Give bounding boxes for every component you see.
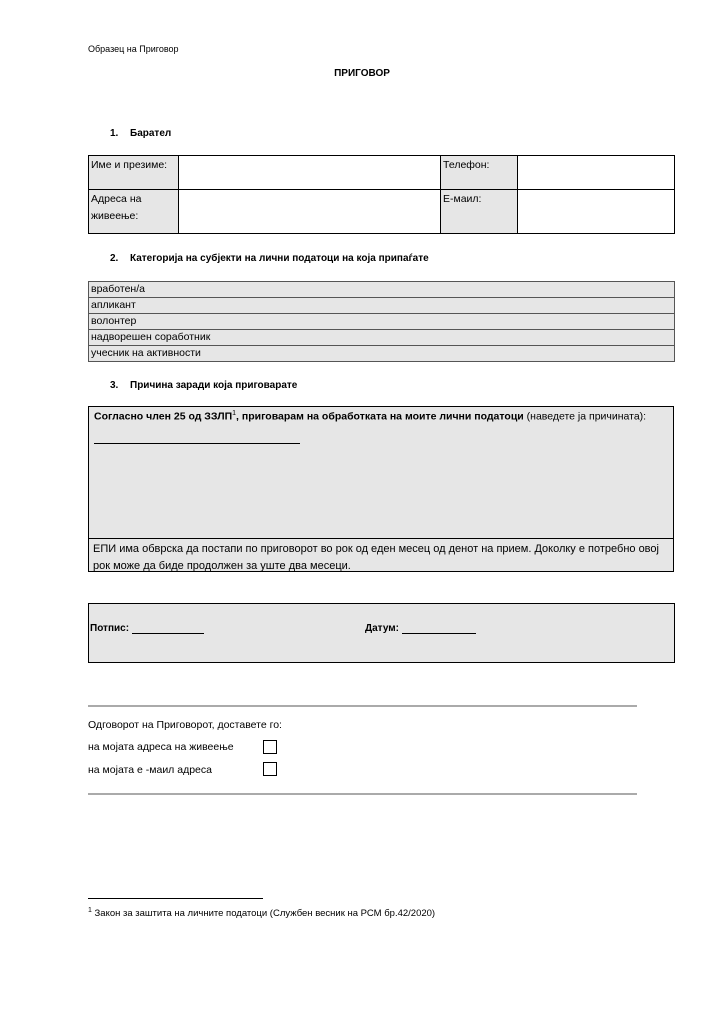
signature-box (88, 603, 675, 663)
form-caption: Образец на Приговор (88, 44, 179, 54)
reason-statement: Согласно член 25 од ЗЗЛП$^1$, приговарам на обработката на моите лични податоци (наведете ја причината): (94, 410, 647, 423)
footnote-text: Закон за заштита на личните податоци (Службен весник на РСМ бр.42/2020) (94, 908, 436, 920)
delivery-option-address-label: на мојата адреса на живеење (88, 741, 234, 753)
page-title: ПРИГОВОР (334, 68, 390, 79)
category-table (88, 281, 675, 362)
footnote (88, 907, 435, 919)
divider (88, 793, 637, 795)
section-number: 1. (110, 128, 119, 139)
section-title: Причина заради која приговарате (130, 380, 298, 391)
date-label: Датум: (365, 623, 399, 634)
signature-field[interactable] (90, 623, 204, 634)
date-line[interactable] (402, 623, 476, 634)
footnote-separator (88, 898, 263, 899)
date-field[interactable] (365, 623, 476, 634)
delivery-option-email-label: на мојата е -маил адреса (88, 764, 212, 776)
name-field[interactable] (179, 156, 441, 190)
address-checkbox[interactable] (263, 740, 277, 754)
address-label: Адреса на живеење: (89, 190, 179, 234)
section-3-heading (110, 380, 297, 391)
category-option[interactable]: вработен/а (89, 282, 675, 298)
divider (88, 705, 637, 707)
section-2-heading (110, 253, 429, 264)
name-label: Име и презиме: (89, 156, 179, 190)
email-label: Е-маил: (441, 190, 518, 234)
footnote-marker: 1 (88, 907, 92, 914)
section-title: Барател (130, 128, 172, 139)
delivery-prompt: Одговорот на Приговорот, доставете го: (88, 719, 282, 731)
email-field[interactable] (518, 190, 675, 234)
category-option[interactable]: апликант (89, 298, 675, 314)
deadline-notice: ЕПИ има обврска да постапи по приговорот во рок од еден месец од денот на прием. Доколку е потребно овој рок може да биде продолжен за уште два месеци. (89, 538, 673, 577)
phone-field[interactable] (518, 156, 675, 190)
section-title: Категорија на субјекти на лични податоци на која припаѓате (130, 253, 429, 264)
footnote-ref: 1 (232, 410, 237, 417)
section-1-heading (110, 128, 171, 139)
signature-label: Потпис: (90, 623, 130, 634)
phone-label: Телефон: (441, 156, 518, 190)
section-number: 2. (110, 253, 119, 264)
section-number: 3. (110, 380, 119, 391)
category-option[interactable]: волонтер (89, 314, 675, 330)
signature-line[interactable] (132, 623, 204, 634)
address-field[interactable] (179, 190, 441, 234)
reason-box (88, 406, 674, 572)
reason-input-line[interactable] (94, 443, 300, 444)
category-option[interactable]: учесник на активности (89, 346, 675, 362)
applicant-table (88, 155, 675, 234)
email-checkbox[interactable] (263, 762, 277, 776)
category-option[interactable]: надворешен соработник (89, 330, 675, 346)
